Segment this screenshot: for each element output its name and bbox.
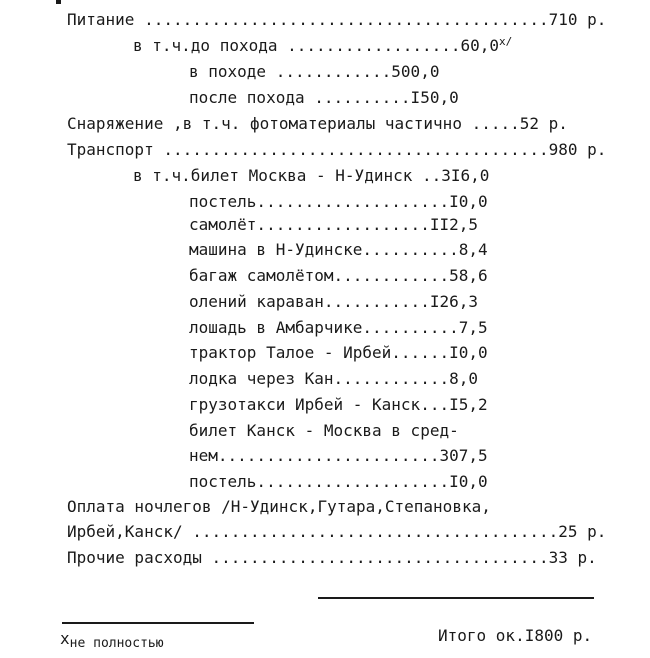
item-posle-pohoda: после похода ..........I50,0: [189, 88, 459, 107]
item-olenij-karavan: олений караван...........I26,3: [189, 292, 478, 311]
total: Итого ок.I800 р.: [438, 626, 593, 645]
item-transport: Транспорт ........................................980 р.: [67, 140, 607, 159]
item-samolet: самолёт..................II2,5: [189, 215, 478, 234]
item-bilet-kansk-line2: нем.......................307,5: [189, 446, 488, 465]
footnote-text: не полностью: [69, 636, 164, 651]
item-bilet-moskva: в т.ч.билет Москва - Н-Удинск ..3I6,0: [133, 166, 490, 185]
item-loshad: лошадь в Амбарчике..........7,5: [189, 318, 488, 337]
item-prochie: Прочие расходы ...................................33 р.: [67, 548, 597, 567]
item-pitanie: Питание ..........................................710 р.: [67, 10, 607, 29]
item-do-pohoda-text: в т.ч.до похода ..................60,0: [133, 36, 500, 55]
footnote-rule: [62, 622, 254, 624]
footnote-symbol: x: [60, 629, 70, 648]
item-bilet-kansk-line1: билет Канск - Москва в сред-: [189, 421, 459, 440]
item-gruzotaksi: грузотакси Ирбей - Канск...I5,2: [189, 395, 488, 414]
item-do-pohoda: [133, 36, 512, 56]
item-snaryazhenie: Снаряжение ,в т.ч. фотоматериалы частично .....52 р.: [67, 114, 568, 133]
item-lodka: лодка через Кан............8,0: [189, 369, 478, 388]
item-bagazh: багаж самолётом............58,6: [189, 266, 488, 285]
item-v-pohode: в походе ............500,0: [189, 62, 440, 81]
item-traktor: трактор Талое - Ирбей......I0,0: [189, 343, 488, 362]
total-rule: [318, 597, 594, 599]
item-oplata-line2: Ирбей,Канск/ ......................................25 р.: [67, 522, 607, 541]
corner-mark: [56, 0, 61, 4]
item-mashina: машина в Н-Удинске..........8,4: [189, 240, 488, 259]
item-postel-2: постель....................I0,0: [189, 472, 488, 491]
item-oplata-line1: Оплата ночлегов /Н-Удинск,Гутара,Степановка,: [67, 497, 491, 516]
footnote-mark: x/: [499, 35, 513, 48]
item-postel-1: постель....................I0,0: [189, 192, 488, 211]
footnote: [60, 629, 164, 654]
